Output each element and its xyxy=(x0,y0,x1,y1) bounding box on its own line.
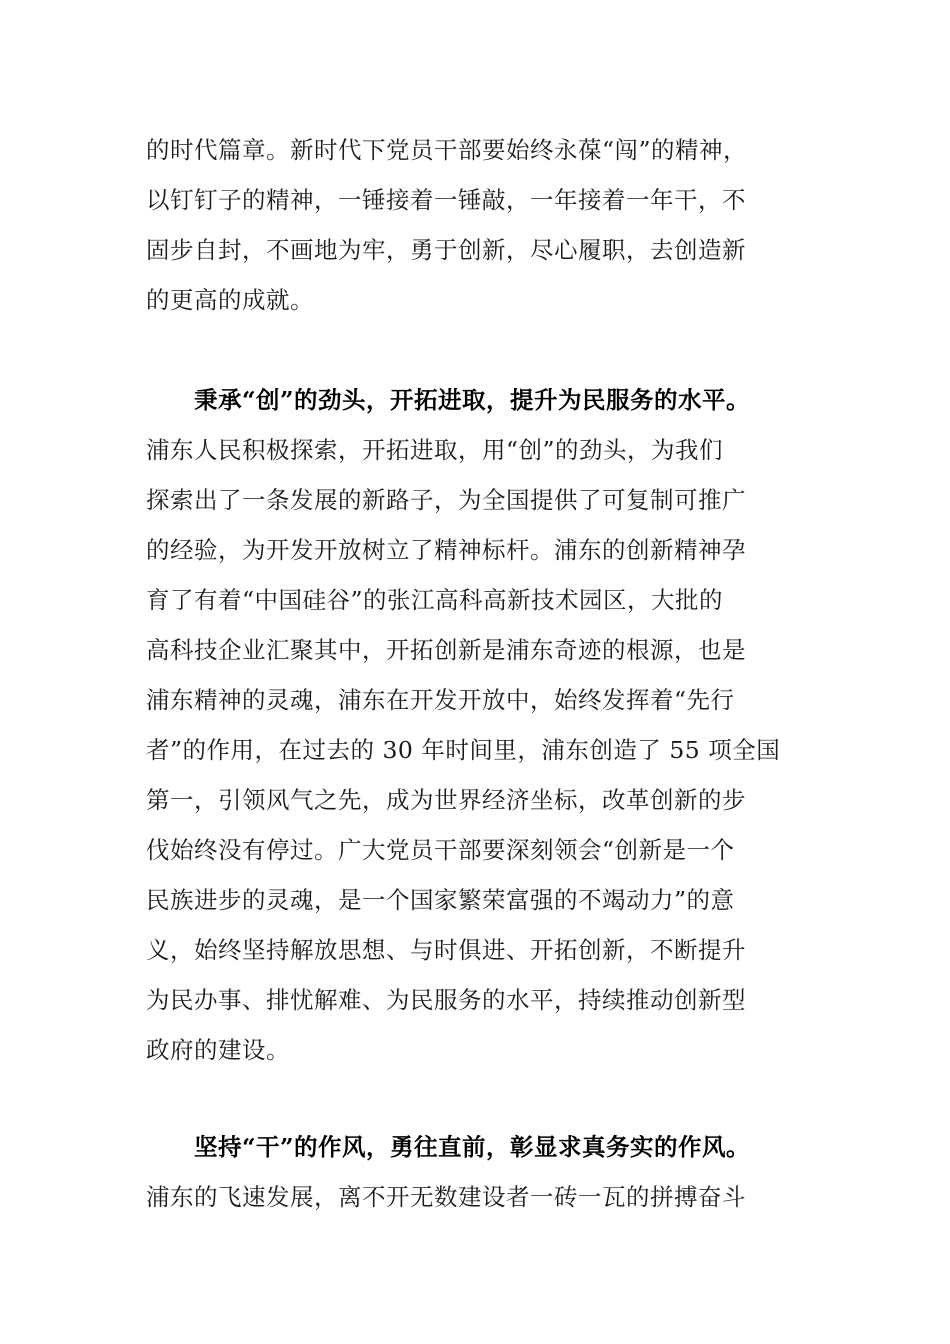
paragraph-line: 为民办事、排忧解难、为民服务的水平，持续推动创新型 xyxy=(146,986,746,1014)
paragraph-line: 高科技企业汇聚其中，开拓创新是浦东奇迹的根源，也是 xyxy=(146,636,746,664)
paragraph-2 xyxy=(146,375,806,1075)
paragraph-line: 者”的作用，在过去的 30 年时间里，浦东创造了 55 项全国 xyxy=(146,736,781,764)
paragraph-line: 政府的建设。 xyxy=(146,1036,290,1064)
paragraph-heading: 秉承“创”的劲头，开拓进取，提升为民服务的水平。 xyxy=(194,386,751,414)
paragraph-line: 的经验，为开发开放树立了精神标杆。浦东的创新精神孕 xyxy=(146,536,746,564)
paragraph-line: 义，始终坚持解放思想、与时俱进、开拓创新，不断提升 xyxy=(146,936,746,964)
paragraph-line: 民族进步的灵魂，是一个国家繁荣富强的不竭动力”的意 xyxy=(146,886,735,914)
paragraph-line: 的更高的成就。 xyxy=(146,286,314,314)
paragraph-line: 探索出了一条发展的新路子，为全国提供了可复制可推广 xyxy=(146,486,746,514)
paragraph-line: 固步自封，不画地为牢，勇于创新，尽心履职，去创造新 xyxy=(146,236,746,264)
paragraph-line: 浦东精神的灵魂，浦东在开发开放中，始终发挥着“先行 xyxy=(146,686,735,714)
paragraph-line: 的时代篇章。新时代下党员干部要始终永葆“闯”的精神， xyxy=(146,136,748,164)
paragraph-line: 育了有着“中国硅谷”的张江高科高新技术园区，大批的 xyxy=(146,586,724,614)
paragraph-3 xyxy=(146,1122,806,1222)
paragraph-line: 浦东人民积极探索，开拓进取，用“创”的劲头，为我们 xyxy=(146,436,724,464)
paragraph-line: 第一，引领风气之先，成为世界经济坐标，改革创新的步 xyxy=(146,786,746,814)
paragraph-line: 伐始终没有停过。广大党员干部要深刻领会“创新是一个 xyxy=(146,836,735,864)
paragraph-heading: 坚持“干”的作风，勇往直前，彰显求真务实的作风。 xyxy=(194,1133,751,1161)
paragraph-line: 以钉钉子的精神，一锤接着一锤敲，一年接着一年干，不 xyxy=(146,186,746,214)
paragraph-1 xyxy=(146,125,806,325)
paragraph-line: 浦东的飞速发展，离不开无数建设者一砖一瓦的拼搏奋斗 xyxy=(146,1183,746,1211)
